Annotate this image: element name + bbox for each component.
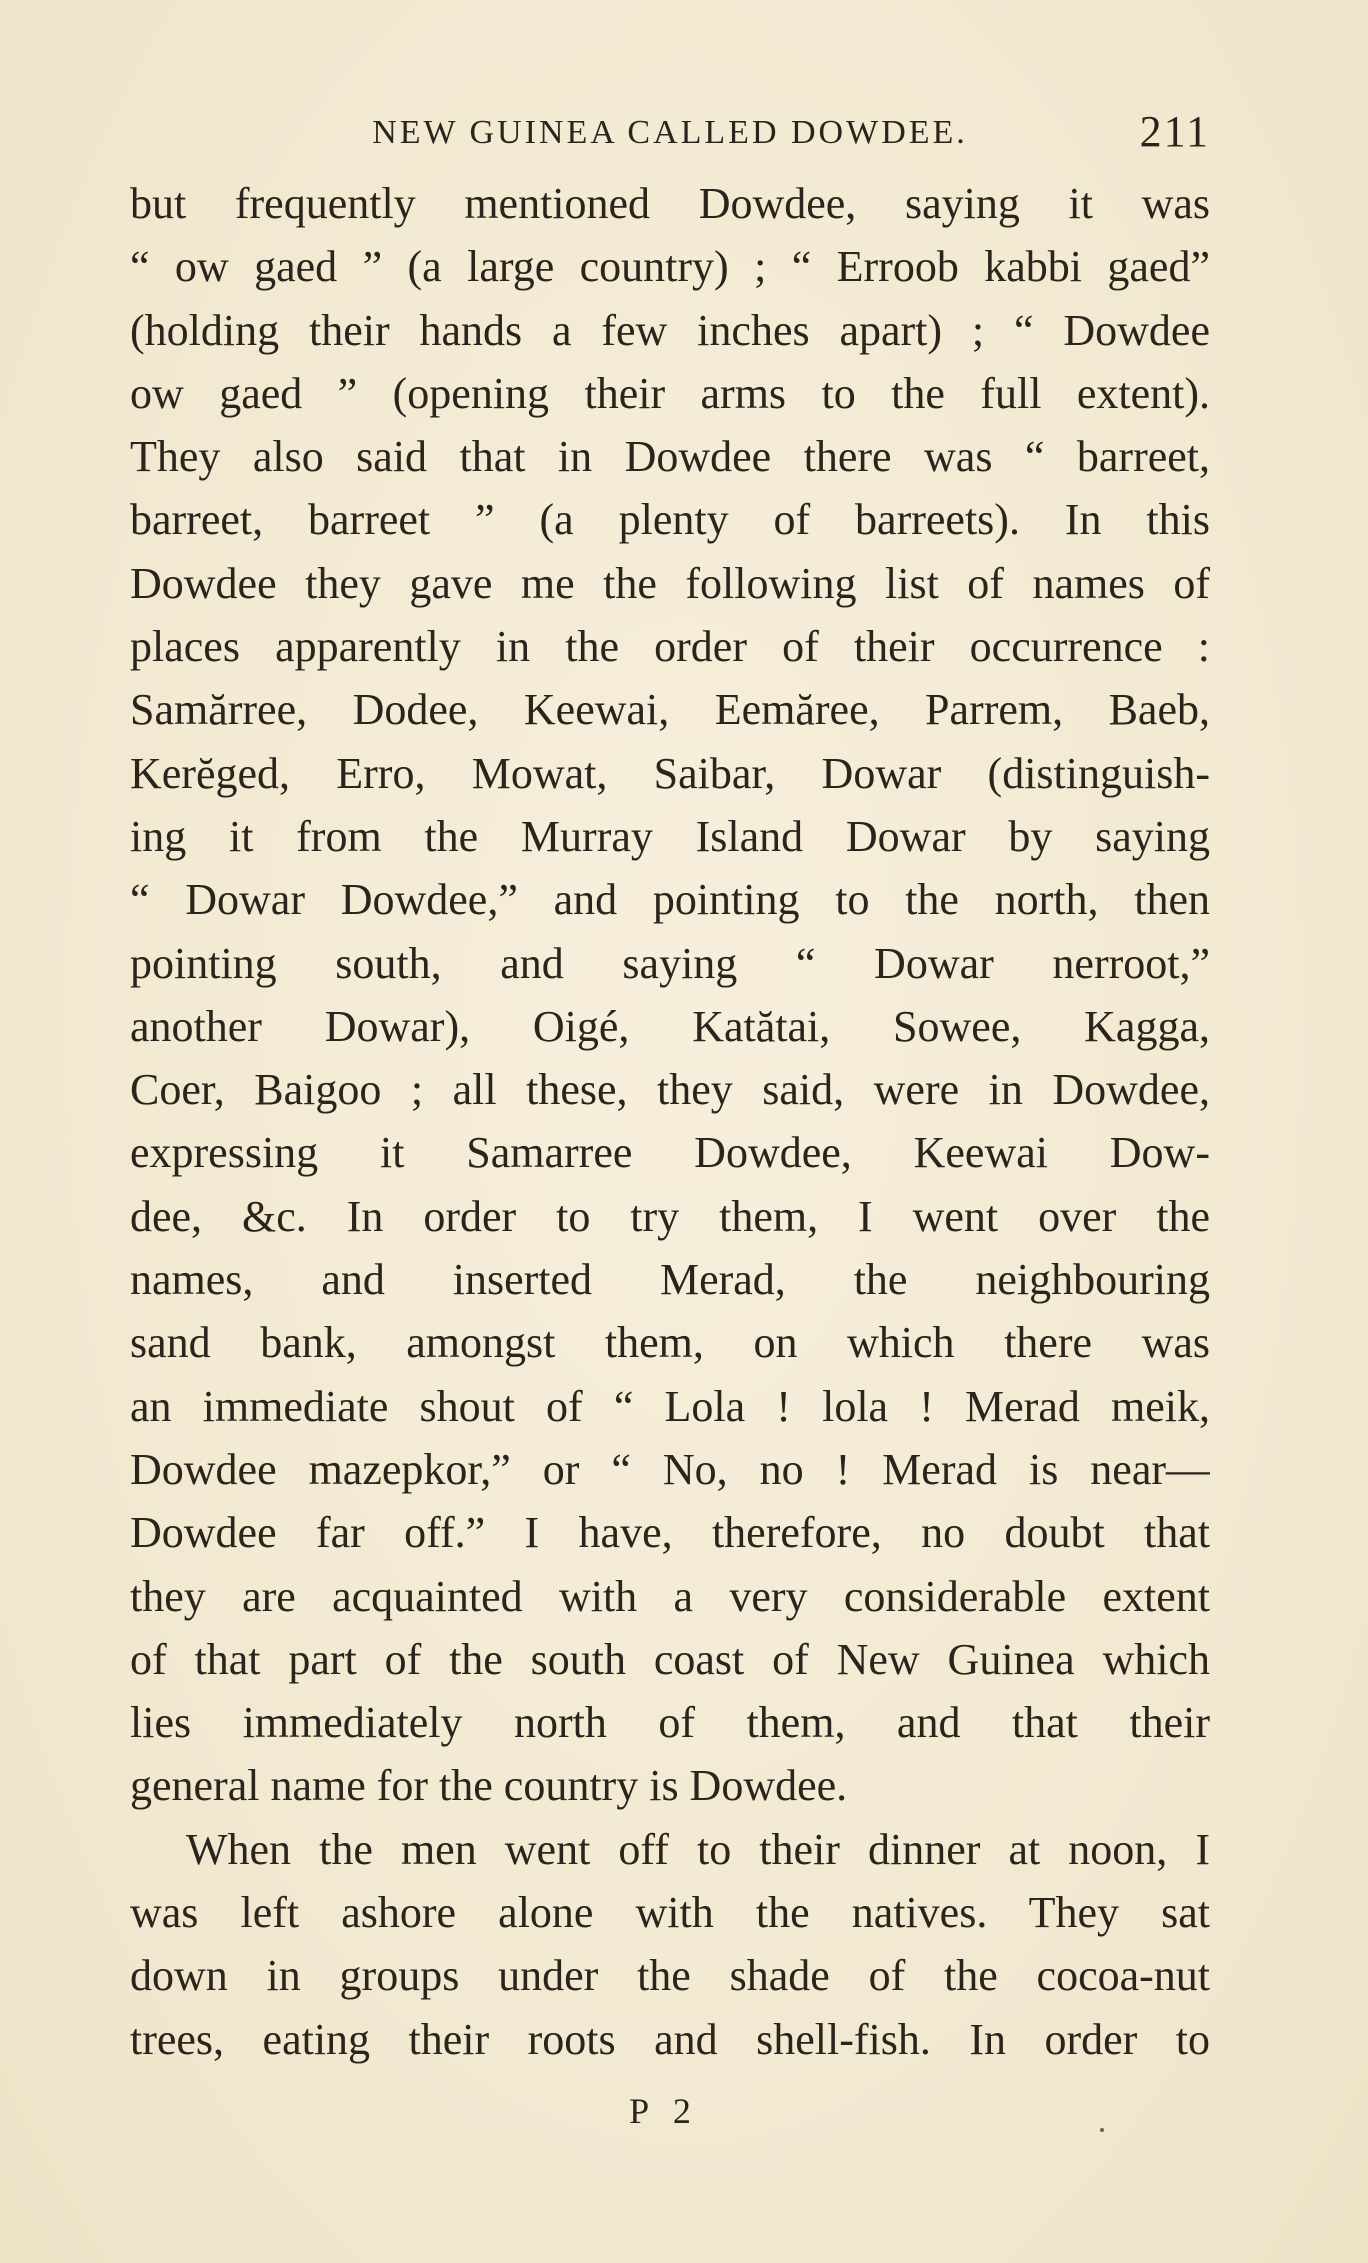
printer-signature [0, 2090, 1368, 2132]
text-line: dee, &c. In order to try them, I went over the [130, 1191, 1210, 1241]
running-head-title: NEW GUINEA CALLED DOWDEE. [372, 114, 968, 151]
text-line: Dowdee mazepkor,” or “ No, no ! Merad is near— [130, 1444, 1210, 1494]
body-text [130, 172, 1210, 2071]
text-line: “ Dowar Dowdee,” and pointing to the north, then [130, 875, 1210, 925]
page-number: 211 [1139, 107, 1210, 156]
text-line: pointing south, and saying “ Dowar nerroot,” [130, 938, 1210, 988]
text-line: but frequently mentioned Dowdee, saying it was [130, 179, 1210, 228]
paragraph-start-line: When the men went off to their dinner at noon, I [186, 1824, 1210, 1874]
text-line: ing it from the Murray Island Dowar by saying [130, 811, 1210, 861]
text-line: Kerĕged, Erro, Mowat, Saibar, Dowar (distinguish- [130, 748, 1210, 798]
text-line: Dowdee far off.” I have, therefore, no doubt that [130, 1508, 1210, 1558]
text-line: an immediate shout of “ Lola ! lola ! Merad meik, [130, 1381, 1210, 1431]
text-line: sand bank, amongst them, on which there was [130, 1318, 1210, 1368]
signature-letter: P [629, 2091, 656, 2131]
text-line: ow gaed ” (opening their arms to the full extent). [130, 368, 1210, 418]
text-line: trees, eating their roots and shell-fish. In order to [130, 2014, 1210, 2064]
ink-speck [1100, 2128, 1104, 2132]
text-line: Coer, Baigoo ; all these, they said, were in Dowdee, [130, 1065, 1210, 1115]
text-line: names, and inserted Merad, the neighbouring [130, 1255, 1210, 1305]
running-head [130, 106, 1210, 166]
text-line: Samărree, Dodee, Keewai, Eemăree, Parrem, Baeb, [130, 685, 1210, 735]
text-line: another Dowar), Oigé, Katătai, Sowee, Kagga, [130, 1001, 1210, 1051]
signature-number: 2 [672, 2091, 699, 2131]
text-line: of that part of the south coast of New Guinea which [130, 1634, 1210, 1684]
text-line: lies immediately north of them, and that their [130, 1698, 1210, 1748]
text-line: They also said that in Dowdee there was “ barreet, [130, 432, 1210, 482]
text-line: expressing it Samarree Dowdee, Keewai Dow- [130, 1128, 1210, 1178]
paragraph-end-line: general name for the country is Dowdee. [130, 1761, 848, 1811]
text-line: was left ashore alone with the natives. They sat [130, 1888, 1210, 1938]
text-line: Dowdee they gave me the following list of names of [130, 558, 1210, 608]
text-line: “ ow gaed ” (a large country) ; “ Erroob kabbi gaed” [130, 242, 1210, 292]
text-line: barreet, barreet ” (a plenty of barreets). In this [130, 495, 1210, 545]
text-line: (holding their hands a few inches apart) ; “ Dowdee [130, 305, 1210, 355]
text-line: down in groups under the shade of the cocoa-nut [130, 1951, 1210, 2001]
text-line: places apparently in the order of their occurrence : [130, 622, 1210, 672]
text-line: they are acquainted with a very considerable extent [130, 1571, 1210, 1621]
